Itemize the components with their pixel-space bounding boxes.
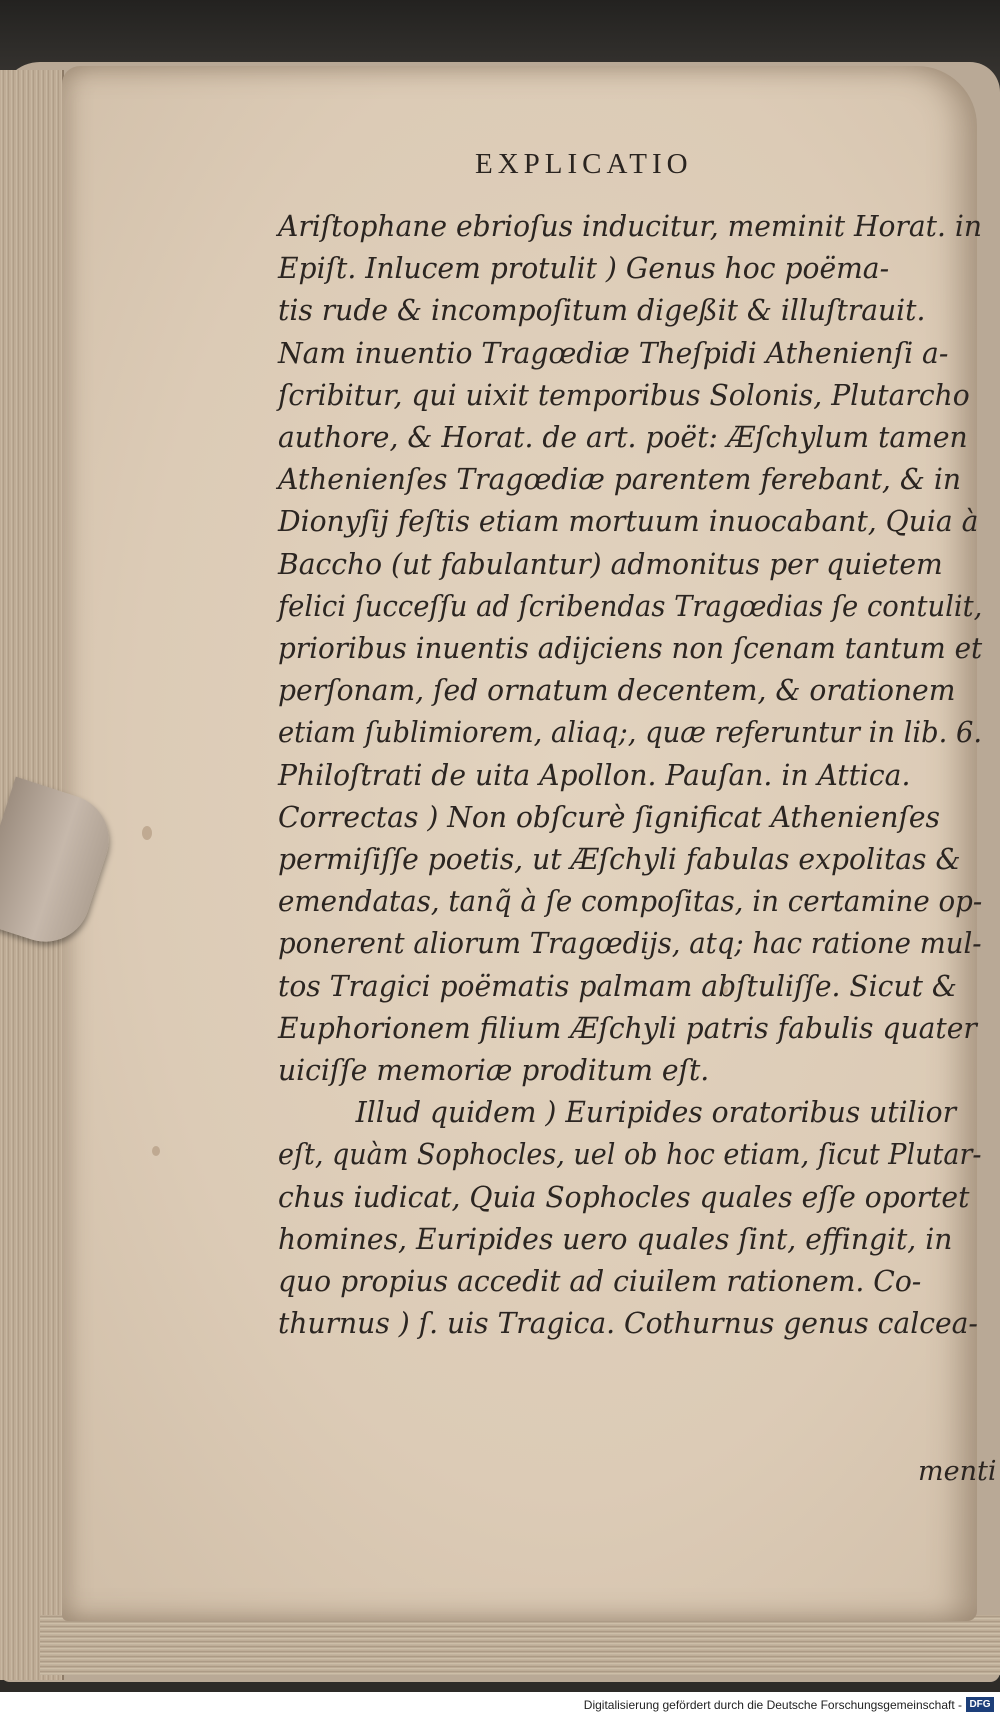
text-line: Athenienſes Tragœdiæ parentem ferebant, & in — [278, 462, 961, 497]
text-line: permiſiſſe poetis, ut Æſchyli fabulas expolitas & — [278, 842, 961, 877]
text-line: Dionyſij feſtis etiam mortuum inuocabant, Quia à — [278, 504, 979, 539]
paper-stain — [152, 1146, 160, 1156]
text-line: uiciſſe memoriæ proditum eſt. — [278, 1053, 710, 1088]
text-line: Epiſt. Inlucem protulit ) Genus hoc poëma- — [278, 251, 890, 286]
text-line: Philoſtrati de uita Apollon. Pauſan. in Attica. — [278, 757, 911, 792]
text-line: etiam ſublimiorem, aliaq;, quæ referuntur in lib. 6. — [278, 715, 983, 750]
text-line: ponerent aliorum Tragœdijs, atq; hac ratione mul- — [278, 926, 982, 961]
text-line: Correctas ) Non obſcurè ſignificat Athenienſes — [278, 799, 941, 834]
dfg-logo-icon: DFG — [966, 1697, 994, 1712]
paper-stain — [142, 826, 152, 840]
text-line: Euphorionem filium Æſchyli patris fabulis quater — [278, 1010, 977, 1045]
text-line: ſcribitur, qui uixit temporibus Solonis, Plutarcho — [278, 377, 970, 412]
text-line: Baccho (ut fabulantur) admonitus per quietem — [278, 546, 943, 581]
text-line: thurnus ) ſ. uis Tragica. Cothurnus genus calcea- — [278, 1306, 978, 1341]
page-edges-bottom — [40, 1615, 1000, 1675]
body-text — [278, 205, 1000, 1344]
text-line: Nam inuentio Tragœdiæ Theſpidi Athenienſi a- — [278, 335, 949, 370]
running-head: EXPLICATIO — [475, 148, 693, 180]
digitization-credit: Digitalisierung gefördert durch die Deutsche Forschungsgemeinschaft - — [583, 1698, 962, 1712]
catchword: menti — [918, 1456, 997, 1487]
text-line: emendatas, tanq̃ à ſe compoſitas, in certamine op- — [278, 884, 983, 919]
text-line: homines, Euripides uero quales ſint, effingit, in — [278, 1221, 953, 1256]
text-line: tos Tragici poëmatis palmam abſtuliſſe. Sicut & — [278, 968, 957, 1003]
text-line: felici ſucceſſu ad ſcribendas Tragœdias ſe contulit, — [278, 588, 983, 623]
text-line: chus iudicat, Quia Sophocles quales eſſe oportet — [278, 1179, 970, 1214]
text-line: Illud quidem ) Euripides oratoribus utilior — [355, 1095, 957, 1130]
text-line: authore, & Horat. de art. poët: Æſchylum tamen — [278, 420, 968, 455]
text-line: eſt, quàm Sophocles, uel ob hoc etiam, ſicut Plutar- — [278, 1137, 982, 1172]
text-line: perſonam, ſed ornatum decentem, & orationem — [278, 673, 956, 708]
text-line: quo propius accedit ad ciuilem rationem. Co- — [278, 1264, 922, 1299]
text-line: prioribus inuentis adijciens non ſcenam tantum et — [278, 631, 983, 666]
text-line: tis rude & incompoſitum digeßit & illuſtrauit. — [278, 293, 926, 328]
text-line: Ariſtophane ebrioſus inducitur, meminit Horat. in — [278, 209, 982, 243]
